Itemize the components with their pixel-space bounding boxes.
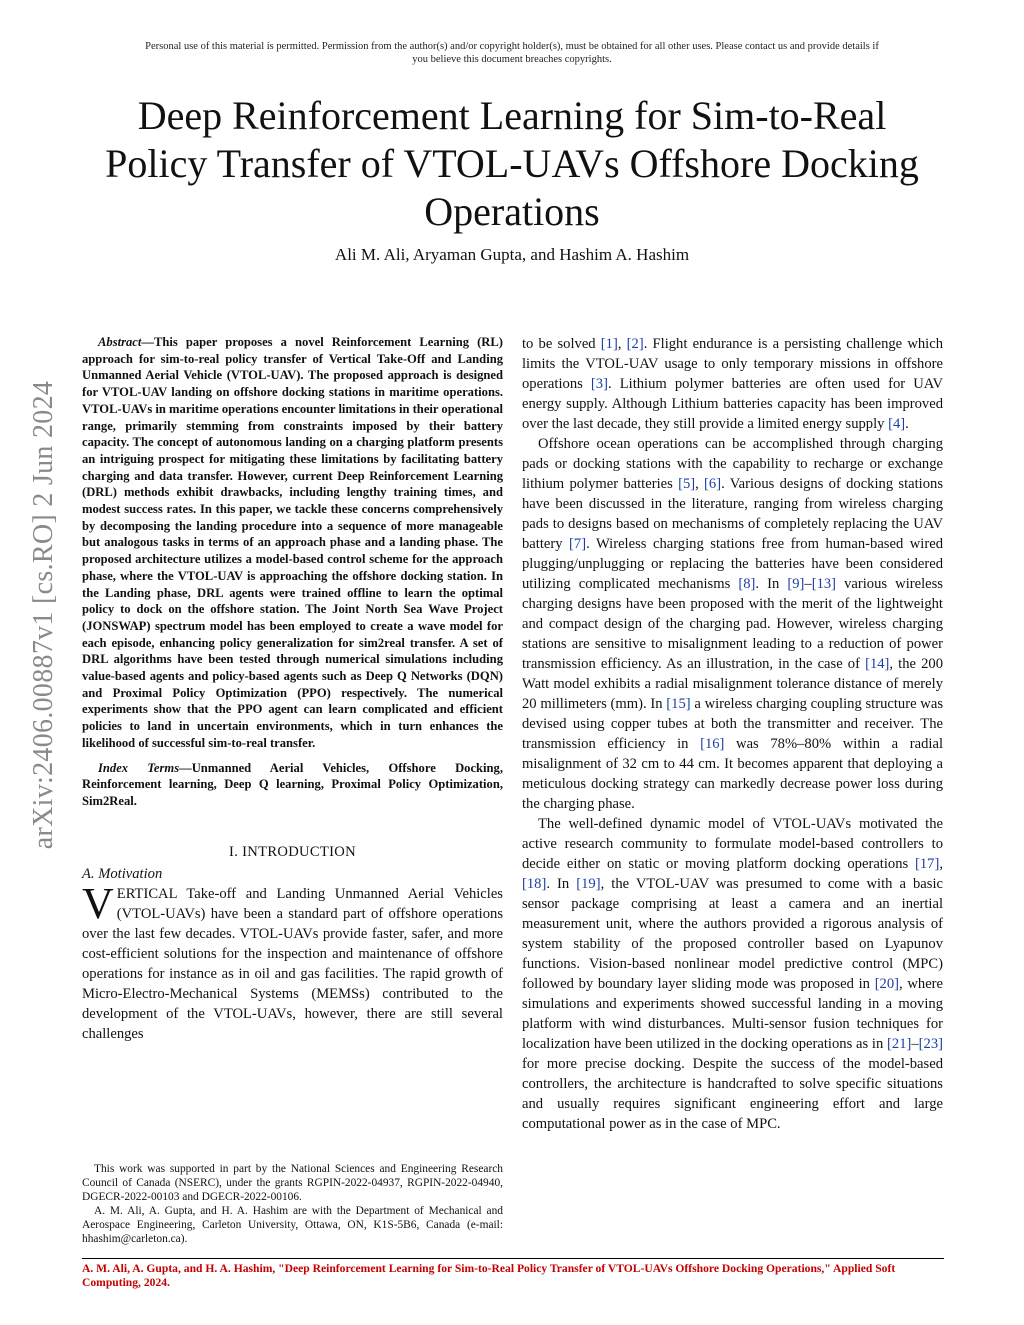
section-title-rest: NTRODUCTION <box>247 843 356 860</box>
citation-note: A. M. Ali, A. Gupta, and H. A. Hashim, "Deep Reinforcement Learning for Sim-to-Real Policy Transfer of VTOL-UAVs Offshore Docking Operations," Applied Soft Computing, 2024. <box>82 1262 896 1289</box>
citation-link[interactable]: [17] <box>915 856 940 872</box>
footnote-affiliation: A. M. Ali, A. Gupta, and H. A. Hashim are with the Department of Mechanical and Aerospace Engineering, Carleton University, Ottawa, ON, K1S-5B6, Canada (e-mail: hhashim@carleton.ca). <box>82 1205 503 1245</box>
citation-link[interactable]: [2] <box>626 336 644 352</box>
copyright-notice <box>80 40 944 66</box>
paper-title-line2: Policy Transfer of VTOL-UAVs Offshore Docking <box>105 141 919 186</box>
citation-link[interactable]: [9] <box>787 576 805 592</box>
citation-link[interactable]: [6] <box>704 476 722 492</box>
citation-link[interactable]: [20] <box>874 976 900 992</box>
citation-link[interactable]: [14] <box>865 656 890 672</box>
paper-title-line1: Deep Reinforcement Learning for Sim-to-Real <box>137 93 887 138</box>
subsection-heading: A. Motivation <box>82 865 163 882</box>
index-terms-label: Index Terms <box>98 760 180 775</box>
index-terms-text: Unmanned Aerial Vehicles, Offshore Docking, Reinforcement learning, Deep Q learning, Proximal Policy Optimization, Sim2Real. <box>82 760 503 808</box>
copyright-notice-line2: you believe this document breaches copyrights. <box>412 54 612 65</box>
right-paragraph-2: Offshore ocean operations can be accomplished through charging pads or docking stations with the capability to recharge or exchange lithium polymer batteries [5], [6]. Various designs of docking stations have been discussed in the literature, ranging from wireless charging pads to designs based on mechanisms of completely replacing the UAV battery [7]. Wireless charging stations free from human-based wired plugging/unplugging or replacing the batteries have been considered utilizing complicated mechanisms [8]. In [9]–[13] various wireless charging designs have been proposed with the merit of the lightweight and compact design of the charging pad. However, wireless charging stations are sensitive to misalignment leading to a reduction of power transmission efficiency. As an illustration, in the case of [14], the 200 Watt model exhibits a radial misalignment tolerance distance of merely 20 millimeters (mm). In [15] a wireless charging coupling structure was devised using copper tubes at both the transmitter and receiver. The transmission efficiency in [16] was 78%–80% within a radial misalignment of 32 cm to 44 cm. It becomes apparent that deploying a meticulous docking strategy can markedly decrease power loss during the charging phase. <box>522 436 944 812</box>
intro-text: ERTICAL Take-off and Landing Unmanned Aerial Vehicles (VTOL-UAVs) have been a standard part of offshore operations over the last few decades. VTOL-UAVs provide faster, safer, and more cost-efficient solutions for the inspection and maintenance of offshore operations for instance as in oil and gas facilities. The rapid growth of Micro-Electro-Mechanical Systems (MEMSs) contributed to the development of the VTOL-UAVs, however, there are still several challenges <box>82 885 503 1042</box>
arxiv-stamp <box>20 335 68 895</box>
citation-link[interactable]: [5] <box>678 476 696 492</box>
right-paragraph-1: to be solved [1], [2]. Flight endurance is a persisting challenge which limits the VTOL-UAV usage to only temporary missions in offshore operations [3]. Lithium polymer batteries are often used for UAV energy supply. Although Lithium batteries capacity has been improved over the last decade, they still provide a limited energy supply [4]. <box>522 336 943 432</box>
right-paragraph-3: The well-defined dynamic model of VTOL-UAVs motivated the active research community to formulate model-based controllers to decide either on static or moving platform docking operations [17], [18]. In [19], the VTOL-UAV was presumed to come with a basic sensor package comprising at least a camera and an inertial measurement unit, where the authors provided a rigorous analysis of system stability of the proposed controller based on Lyapunov functions. Vision-based nonlinear model predictive control (MPC) followed by boundary layer sliding mode was proposed in [20], where simulations and experiments showed successful landing in a moving platform with wind disturbances. Multi-sensor fusion techniques for localization have been utilized in the docking operations as in [21]–[23] for more precise docking. Despite the success of the model-based controllers, the architecture is handcrafted to solve specific situations and usually requires significant engineering effort and large computational power as in the case of MPC. <box>522 816 944 1132</box>
abstract-label: Abstract <box>98 335 142 349</box>
citation-link[interactable]: [19] <box>576 876 601 892</box>
citation-link[interactable]: [1] <box>600 336 618 352</box>
citation-link[interactable]: [7] <box>569 536 587 552</box>
drop-cap: V <box>82 878 114 928</box>
section-number: I. <box>229 843 239 860</box>
index-terms: Index Terms—Unmanned Aerial Vehicles, Offshore Docking, Reinforcement learning, Deep Q learning, Proximal Policy Optimization, Sim2Real. <box>82 760 503 808</box>
left-column <box>82 334 503 1044</box>
abstract: Abstract—This paper proposes a novel Reinforcement Learning (RL) approach for sim-to-real policy transfer of Vertical Take-Off and Landing Unmanned Aerial Vehicle (VTOL-UAV). The proposed approach is designed for VTOL-UAV landing on offshore docking stations in maritime operations. VTOL-UAVs in maritime operations encounter limitations in their operational range, primarily stemming from constraints imposed by their battery capacity. The concept of autonomous landing on a charging platform presents an intriguing prospect for mitigating these limitations by facilitating battery charging and data transfer. However, current Deep Reinforcement Learning (DRL) methods exhibit drawbacks, including lengthy training times, and modest success rates. In this paper, we tackle these concerns comprehensively by decomposing the landing procedure into a sequence of more manageable but analogous tasks in terms of an approach phase and a landing phase. The proposed architecture utilizes a model-based control scheme for the approach phase, where the VTOL-UAV is approaching the offshore docking station. In the Landing phase, DRL agents were trained offline to learn the optimal policy to dock on the offshore station. The Joint North Sea Wave Project (JONSWAP) spectrum model has been employed to create a wave model for each episode, enhancing policy generalization for sim2real transfer. A set of DRL algorithms have been tested through numerical simulations including value-based agents and policy-based agents such as Deep Q Networks (DQN) and Proximal Policy Optimization (PPO) respectively. The numerical experiments show that the PPO agent can learn complicated and efficient policies to land in uncertain environments, which in turn enhances the likelihood of successful sim-to-real transfer. <box>82 335 503 750</box>
citation-link[interactable]: [18] <box>522 876 547 892</box>
author-list: Ali M. Ali, Aryaman Gupta, and Hashim A. Hashim <box>334 245 690 264</box>
footer-rule <box>82 1258 944 1259</box>
paper-title-line3: Operations <box>424 189 600 234</box>
citation-link[interactable]: [4] <box>888 416 906 432</box>
citation-link[interactable]: [16] <box>700 736 725 752</box>
citation-link[interactable]: [21] <box>887 1036 912 1052</box>
abstract-text: This paper proposes a novel Reinforcement Learning (RL) approach for sim-to-real policy transfer of Vertical Take-Off and Landing Unmanned Aerial Vehicle (VTOL-UAV). The proposed approach is designed for VTOL-UAV landing on offshore docking stations in maritime operations. VTOL-UAVs in maritime operations encounter limitations in their operational range, primarily stemming from constraints imposed by their battery capacity. The concept of autonomous landing on a charging platform presents an intriguing prospect for mitigating these limitations by facilitating battery charging and data transfer. However, current Deep Reinforcement Learning (DRL) methods exhibit drawbacks, including lengthy training times, and modest success rates. In this paper, we tackle these concerns comprehensively by decomposing the landing procedure into a sequence of more manageable but analogous tasks in terms of an approach phase and a landing phase. The proposed architecture utilizes a model-based control scheme for the approach phase, where the VTOL-UAV is approaching the offshore docking station. In the Landing phase, DRL agents were trained offline to learn the optimal policy to dock on the offshore station. The Joint North Sea Wave Project (JONSWAP) spectrum model has been employed to create a wave model for each episode, enhancing policy generalization for sim2real transfer. A set of DRL algorithms have been tested through numerical simulations including value-based agents and policy-based agents such as Deep Q Networks (DQN) and Proximal Policy Optimization (PPO) respectively. The numerical experiments show that the PPO agent can learn complicated and efficient policies to land in uncertain environments, which in turn enhances the likelihood of successful sim-to-real transfer. <box>82 335 503 750</box>
citation-link[interactable]: [13] <box>811 576 837 592</box>
section-title-first: I <box>242 843 248 860</box>
citation-link[interactable]: [23] <box>918 1036 943 1052</box>
arxiv-id: arXiv:2406.00887v1 [cs.RO] 2 Jun 2024 <box>28 380 59 850</box>
section-heading <box>82 842 503 862</box>
copyright-notice-line1: Personal use of this material is permitted. Permission from the author(s) and/or copyright holder(s), must be obtained for all other uses. Please contact us and provide details if <box>145 41 879 52</box>
footnote-funding: This work was supported in part by the National Sciences and Engineering Research Council of Canada (NSERC), under the grants RGPIN-2022-04937, RGPIN-2022-04940, DGECR-2022-00103 and DGECR-2022-00106. <box>82 1163 503 1203</box>
citation-link[interactable]: [15] <box>666 696 691 712</box>
intro-paragraph <box>82 878 503 1044</box>
citation-link[interactable]: [8] <box>738 576 756 592</box>
citation-link[interactable]: [3] <box>590 376 608 392</box>
right-column <box>522 334 943 1134</box>
footnotes <box>82 1162 503 1246</box>
paper-title <box>60 92 964 236</box>
